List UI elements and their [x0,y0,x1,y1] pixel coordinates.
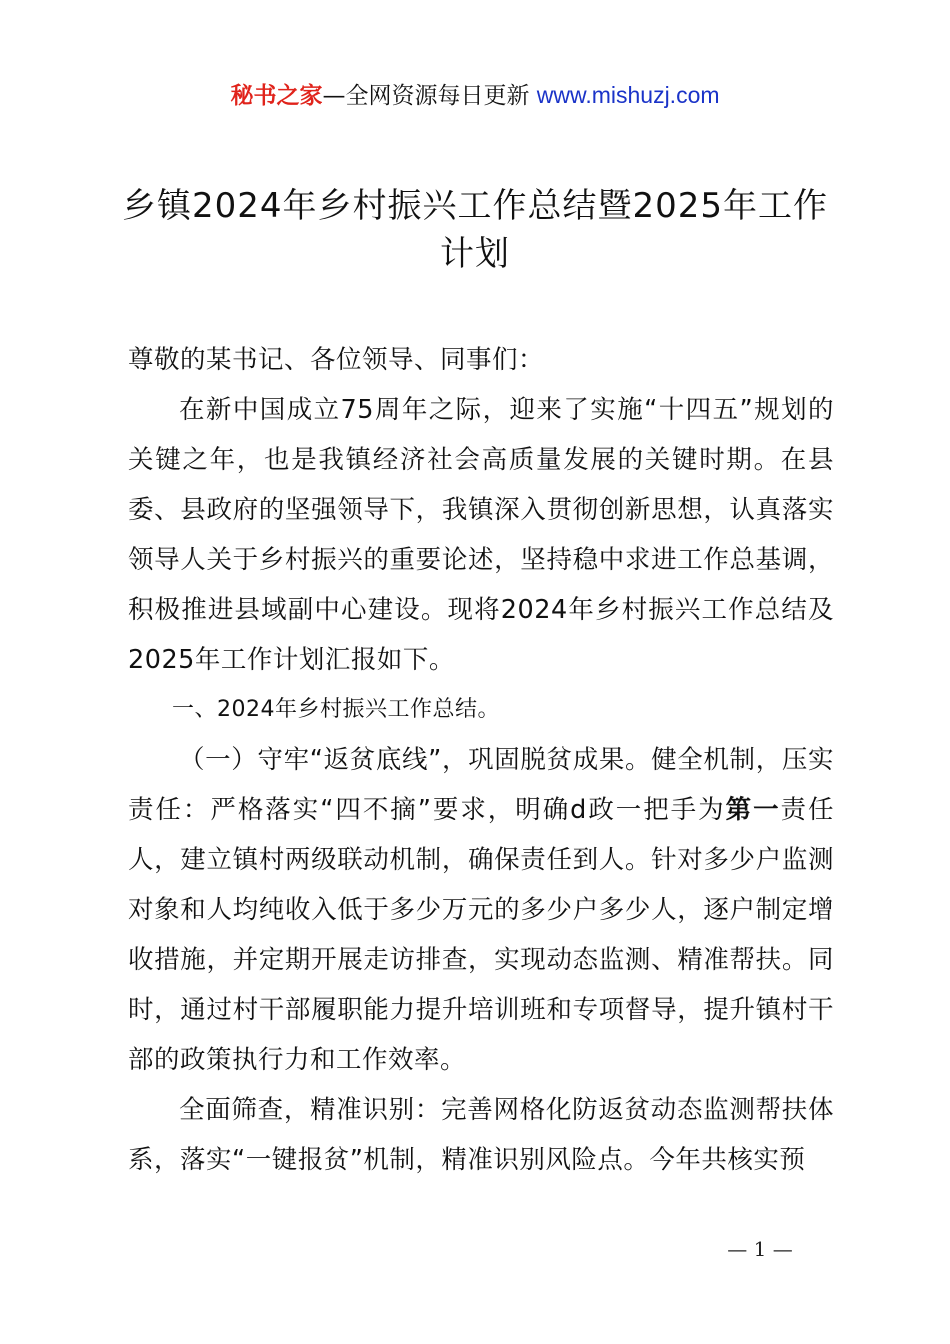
document-body [128,335,834,1185]
salutation: 尊敬的某书记、各位领导、同事们： [128,345,545,375]
header-slogan: —全网资源每日更新 [322,83,537,109]
paragraph-screening: 全面筛查，精准识别：完善网格化防返贫动态监测帮扶体系，落实“一键报贫”机制，精准识别风险点。今年共核实预 [128,1095,834,1175]
title-line-1: 乡镇2024年乡村振兴工作总结暨2025年工作 [121,186,829,226]
paragraph-intro: 在新中国成立75周年之际，迎来了实施“十四五”规划的关键之年，也是我镇经济社会高质量发展的关键时期。在县委、县政府的坚强领导下，我镇深入贯彻创新思想，认真落实领导人关于乡村振兴的重要论述，坚持稳中求进工作总基调，积极推进县域副中心建设。现将2024年乡村振兴工作总结及2025年工作计划汇报如下。 [128,395,834,675]
paragraph-text-part-1: （一）守牢“返贫底线”，巩固脱贫成果。健全机制，压实责任：严格落实“四不摘”要求，明确d政一把手为 [128,745,834,825]
document-title [110,182,840,278]
section-heading-1: 一、2024年乡村振兴工作总结。 [172,697,500,722]
brand-name: 秘书之家 [230,83,323,109]
site-header [0,78,950,113]
header-url-link[interactable]: www.mishuzj.com [536,82,720,108]
paragraph-poverty-prevention [128,735,834,1085]
bold-emphasis: 第一 [725,795,781,825]
paragraph-text-part-2: 责任人，建立镇村两级联动机制，确保责任到人。针对多少户监测对象和人均纯收入低于多少万元的多少户多少人，逐户制定增收措施，并定期开展走访排查，实现动态监测、精准帮扶。同时，通过村干部履职能力提升培训班和专项督导，提升镇村干部的政策执行力和工作效率。 [128,795,834,1075]
page-number: — 1 — [727,1237,793,1261]
title-line-2: 计划 [440,234,510,274]
